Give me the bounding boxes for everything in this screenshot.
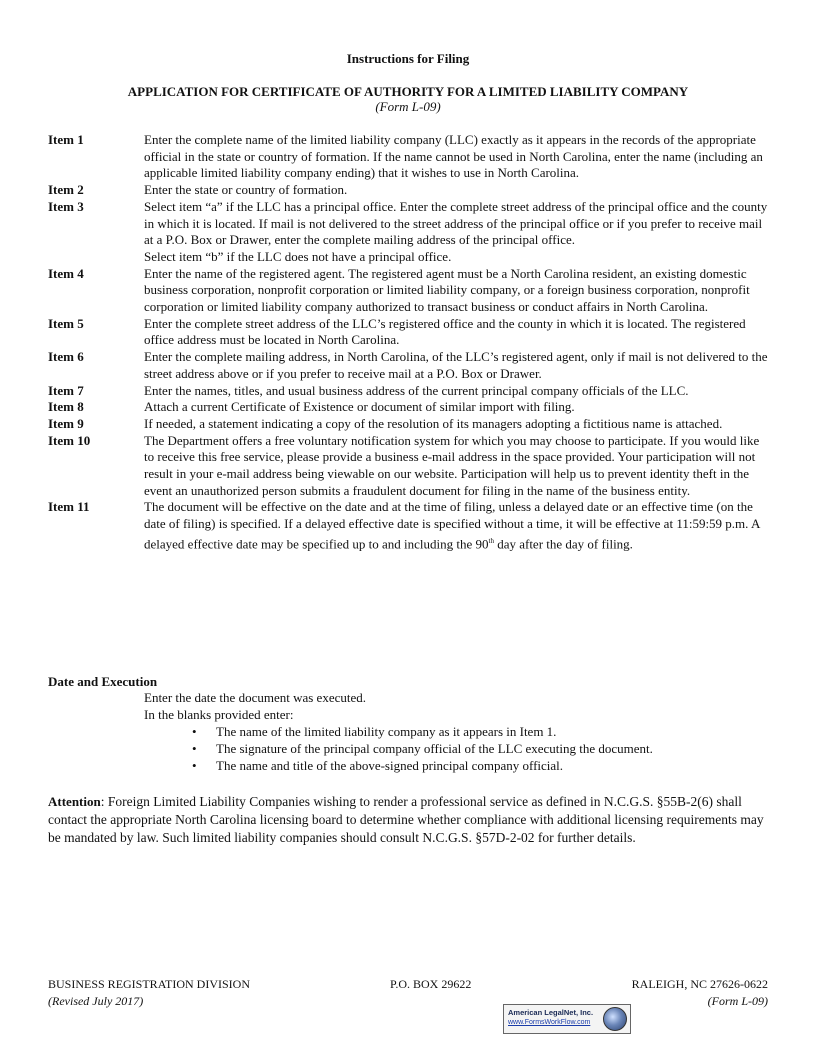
footer-revised: (Revised July 2017): [48, 994, 144, 1008]
bullet-text: The signature of the principal company official of the LLC executing the document.: [216, 741, 653, 756]
logo-company-name: American LegalNet, Inc.: [508, 1008, 594, 1017]
item-label: Item 5: [48, 315, 84, 331]
attention-label: Attention: [48, 794, 101, 809]
item-text-part: day after the day of filing.: [493, 536, 633, 552]
item-10: [48, 433, 770, 500]
bullet-item: [144, 757, 764, 774]
logo-website-link[interactable]: www.FormsWorkFlow.com: [508, 1019, 591, 1026]
item-label: Item 3: [48, 198, 84, 214]
item-label: Item 2: [48, 182, 84, 198]
bullet-list: [144, 723, 764, 774]
item-1: [48, 132, 770, 182]
item-5: [48, 316, 770, 349]
item-paragraph: Select item “a” if the LLC has a principal office. Enter the complete street address of the principal office and the county in which it is located. If mail is not delivered to the street address of the principal office or if you prefer to receive mail at a P.O. Box or Drawer, enter the complete mailing address of the principal office.: [144, 198, 768, 248]
item-text: If needed, a statement indicating a copy of the resolution of its managers adopting a fictitious name is attached.: [144, 415, 723, 431]
globe-icon: [603, 1007, 627, 1031]
date-execution-body: [144, 689, 764, 774]
bullet-item: [144, 740, 764, 757]
instruction-items: [48, 132, 770, 553]
bullet-icon: •: [192, 741, 197, 756]
date-execution-line: In the blanks provided enter:: [144, 707, 294, 722]
item-label: Item 6: [48, 349, 84, 365]
item-label: Item 1: [48, 132, 84, 147]
date-execution-line: Enter the date the document was executed.: [144, 690, 366, 705]
footer-po-box: P.O. BOX 29622: [390, 977, 472, 991]
item-text: The Department offers a free voluntary notification system for which you may choose to participate. If you would like to receive this free service, please provide a business e-mail address in the space provided. Your participation will not result in your e-mail address being viewable on our website. Participation will help us to prevent identity theft in the event an unauthorized person submits a fraudulent document for filing in the name of the business entity.: [144, 432, 760, 498]
item-text: Enter the name of the registered agent. The registered agent must be a North Carolina resident, an existing domestic business corporation, nonprofit corporation or limited liability company, or a foreign business corporation, nonprofit corporation or limited liability company authorized to transact business or conduct affairs in North Carolina.: [144, 265, 750, 315]
item-text-part: The document will be effective on the date and at the time of filing, unless a delayed date or an effective time (on the date of filing) is specified. If a delayed effective date is specified without a time, it will be effective at 11:59:59 p.m. A delayed effective date may be specified up to and including the 90: [144, 499, 760, 552]
item-text: Enter the names, titles, and usual business address of the current principal company officials of the LLC.: [144, 382, 689, 398]
footer-right: [632, 977, 768, 1009]
footer-city: RALEIGH, NC 27626-0622: [631, 977, 768, 991]
ordinal-suffix: th: [488, 536, 494, 545]
date-execution-heading: Date and Execution: [48, 674, 158, 689]
item-label: Item 7: [48, 382, 84, 398]
item-3: [48, 199, 770, 266]
attention-text: : Foreign Limited Liability Companies wishing to render a professional service as defined in N.C.G.S. §55B-2(6) shall contact the appropriate North Carolina licensing board to determine whether compliance with additional licensing requirements may be mandated by law. Such limited liability companies should consult N.C.G.S. §57D-2-02 for further details.: [48, 794, 764, 845]
item-label: Item 8: [48, 399, 84, 415]
item-text: Enter the complete name of the limited liability company (LLC) exactly as it appears in the records of the appropriate official in the state or country of formation. If the name cannot be used in North Carolina, enter the name (including an applicable limited liability company ending) that it wishes to use in North Carolina.: [144, 132, 763, 181]
footer-left: [48, 977, 250, 1009]
item-8: [48, 399, 770, 416]
bullet-icon: •: [192, 758, 197, 773]
bullet-item: [144, 723, 764, 740]
item-paragraph: Select item “b” if the LLC does not have a principal office.: [144, 248, 452, 264]
item-text: [144, 499, 770, 552]
item-label: Item 9: [48, 415, 84, 431]
page-title: Instructions for Filing: [346, 51, 470, 66]
attention-note: [48, 793, 770, 847]
bullet-text: The name and title of the above-signed principal company official.: [216, 758, 564, 773]
item-label: Item 10: [48, 432, 91, 448]
item-7: [48, 383, 770, 400]
item-text: Attach a current Certificate of Existence or document of similar import with filing.: [144, 399, 575, 415]
item-2: [48, 182, 770, 199]
item-4: [48, 266, 770, 316]
item-text: [144, 199, 770, 266]
bullet-icon: •: [192, 724, 197, 739]
item-text: Enter the state or country of formation.: [144, 182, 348, 198]
footer-form-number: (Form L-09): [707, 994, 768, 1008]
item-11: [48, 499, 770, 552]
item-9: [48, 416, 770, 433]
item-label: Item 11: [48, 499, 90, 515]
bullet-text: The name of the limited liability company as it appears in Item 1.: [216, 724, 557, 739]
form-number: (Form L-09): [375, 99, 441, 114]
form-heading: APPLICATION FOR CERTIFICATE OF AUTHORITY FOR A LIMITED LIABILITY COMPANY: [127, 84, 689, 99]
legalnet-logo[interactable]: [503, 1004, 631, 1034]
item-text: Enter the complete street address of the LLC’s registered office and the county in which it is located. The registered office address must be located in North Carolina.: [144, 315, 746, 348]
footer-division: BUSINESS REGISTRATION DIVISION: [48, 977, 251, 991]
item-text: Enter the complete mailing address, in North Carolina, of the LLC’s registered agent, only if mail is not delivered to the street address above or if you prefer to receive mail at a P.O. Box or Drawer.: [144, 349, 768, 381]
item-6: [48, 349, 770, 382]
item-label: Item 4: [48, 265, 84, 281]
